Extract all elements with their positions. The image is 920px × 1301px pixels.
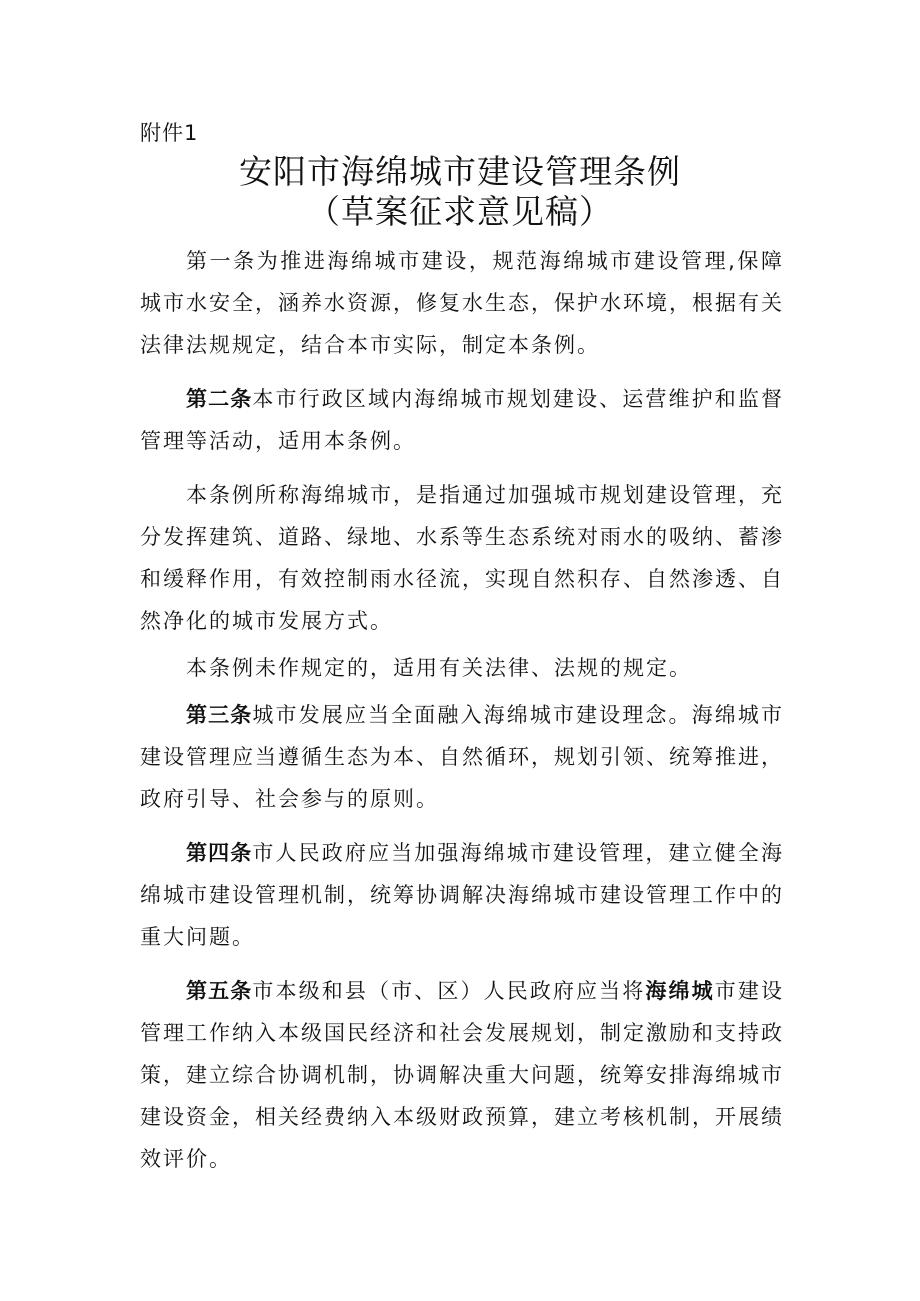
article-2-paragraph xyxy=(140,378,784,462)
article-3-text: 城市发展应当全面融入海绵城市建设理念。海绵城市建设管理应当遵循生态为本、自然循环，规划引领、统筹推进，政府引导、社会参与的原则。 xyxy=(140,703,785,811)
article-2-scope-paragraph xyxy=(140,647,784,689)
article-4-paragraph xyxy=(140,832,784,958)
article-2-text: 本市行政区域内海绵城市规划建设、运营维护和监督管理等活动，适用本条例。 xyxy=(140,387,785,453)
article-1-paragraph xyxy=(140,240,784,366)
article-2-scope-text: 本条例未作规定的，适用有关法律、法规的规定。 xyxy=(186,656,692,680)
article-5-paragraph xyxy=(140,970,784,1180)
article-5-text-before: 市本级和县（市、区）人民政府应当将 xyxy=(252,979,646,1003)
document-body xyxy=(140,240,784,1185)
article-4-label: 第四条 xyxy=(186,841,253,865)
article-1-text: 第一条为推进海绵城市建设，规范海绵城市建设管理,保障城市水安全，涵养水资源，修复水生态，保护水环境，根据有关法律法规规定，结合本市实际，制定本条例。 xyxy=(140,249,784,357)
article-5-text-after: 市建设管理工作纳入本级国民经济和社会发展规划，制定激励和支持政策，建立综合协调机制，协调解决重大问题，统筹安排海绵城市建设资金，相关经费纳入本级财政预算，建立考核机制，开展绩效评价。 xyxy=(140,979,785,1171)
attachment-label: 附件1 xyxy=(140,121,199,145)
article-3-label: 第三条 xyxy=(186,703,253,727)
article-2-label: 第二条 xyxy=(186,387,253,411)
article-5-label: 第五条 xyxy=(186,979,253,1003)
article-2-definition-text: 本条例所称海绵城市，是指通过加强城市规划建设管理，充分发挥建筑、道路、绿地、水系等生态系统对雨水的吸纳、蓄渗和缓释作用，有效控制雨水径流，实现自然积存、自然渗透、自然净化的城市发展方式。 xyxy=(140,483,784,633)
article-2-definition-paragraph xyxy=(140,474,784,642)
document-title: 安阳市海绵城市建设管理条例 xyxy=(239,152,681,191)
document-subtitle: （草案征求意见稿） xyxy=(307,192,613,231)
article-4-text: 市人民政府应当加强海绵城市建设管理，建立健全海绵城市建设管理机制，统筹协调解决海绵城市建设管理工作中的重大问题。 xyxy=(140,841,785,949)
article-5-highlight: 海绵城 xyxy=(645,979,715,1003)
article-3-paragraph xyxy=(140,694,784,820)
